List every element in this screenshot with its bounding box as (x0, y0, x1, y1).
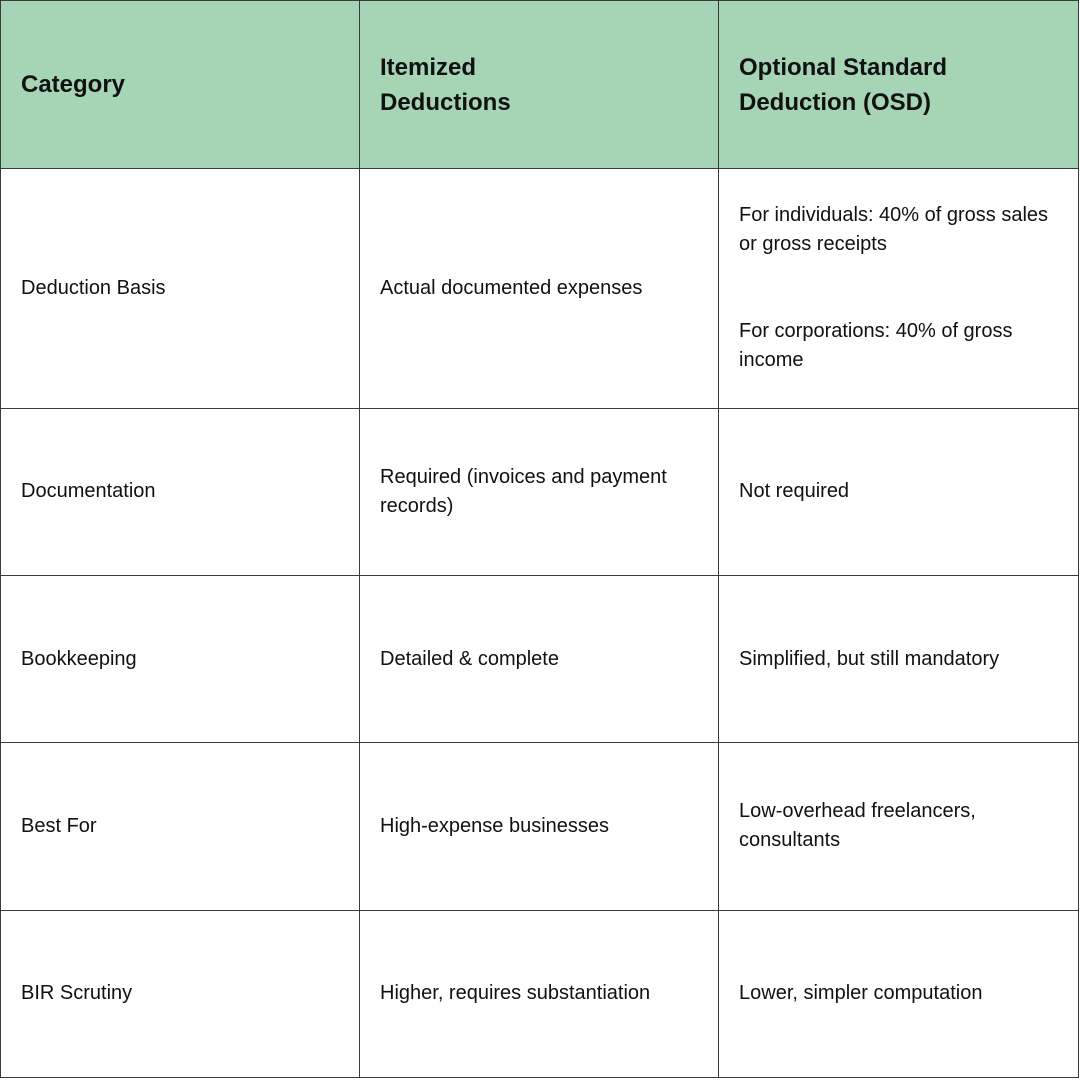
table-row (1, 743, 1079, 910)
header-category-label: Category (21, 71, 126, 98)
cell-category: Best For (1, 743, 360, 910)
header-itemized-deductions (360, 1, 719, 169)
cell-itemized: High-expense businesses (360, 743, 719, 910)
header-row (1, 1, 1079, 169)
cell-osd (719, 169, 1079, 409)
cell-itemized: Required (invoices and payment records) (360, 408, 719, 575)
cell-osd: Not required (719, 408, 1079, 575)
header-osd-label-line-2: Deduction (OSD) (739, 88, 931, 116)
table-body (1, 169, 1079, 1078)
cell-category: Deduction Basis (1, 169, 360, 409)
cell-category: BIR Scrutiny (1, 910, 360, 1077)
header-category (1, 1, 360, 169)
header-optional-standard-deduction (719, 1, 1079, 169)
header-itemized-label-line-1: Itemized (380, 53, 477, 81)
table-row (1, 575, 1079, 742)
cell-osd: Lower, simpler computation (719, 910, 1079, 1077)
table-row (1, 408, 1079, 575)
table-row (1, 169, 1079, 409)
cell-osd-corporations: For corporations: 40% of gross income (739, 320, 1013, 372)
cell-osd-individuals: For individuals: 40% of gross sales or gross receipts (739, 204, 1049, 256)
cell-osd: Simplified, but still mandatory (719, 575, 1079, 742)
cell-itemized: Higher, requires substantiation (360, 910, 719, 1077)
cell-itemized: Actual documented expenses (360, 169, 719, 409)
table-row (1, 910, 1079, 1077)
cell-osd: Low-overhead freelancers, consultants (719, 743, 1079, 910)
cell-category: Documentation (1, 408, 360, 575)
header-itemized-label-line-2: Deductions (380, 88, 511, 116)
cell-category: Bookkeeping (1, 575, 360, 742)
table-header (1, 1, 1079, 169)
header-osd-label-line-1: Optional Standard (739, 53, 948, 81)
cell-itemized: Detailed & complete (360, 575, 719, 742)
